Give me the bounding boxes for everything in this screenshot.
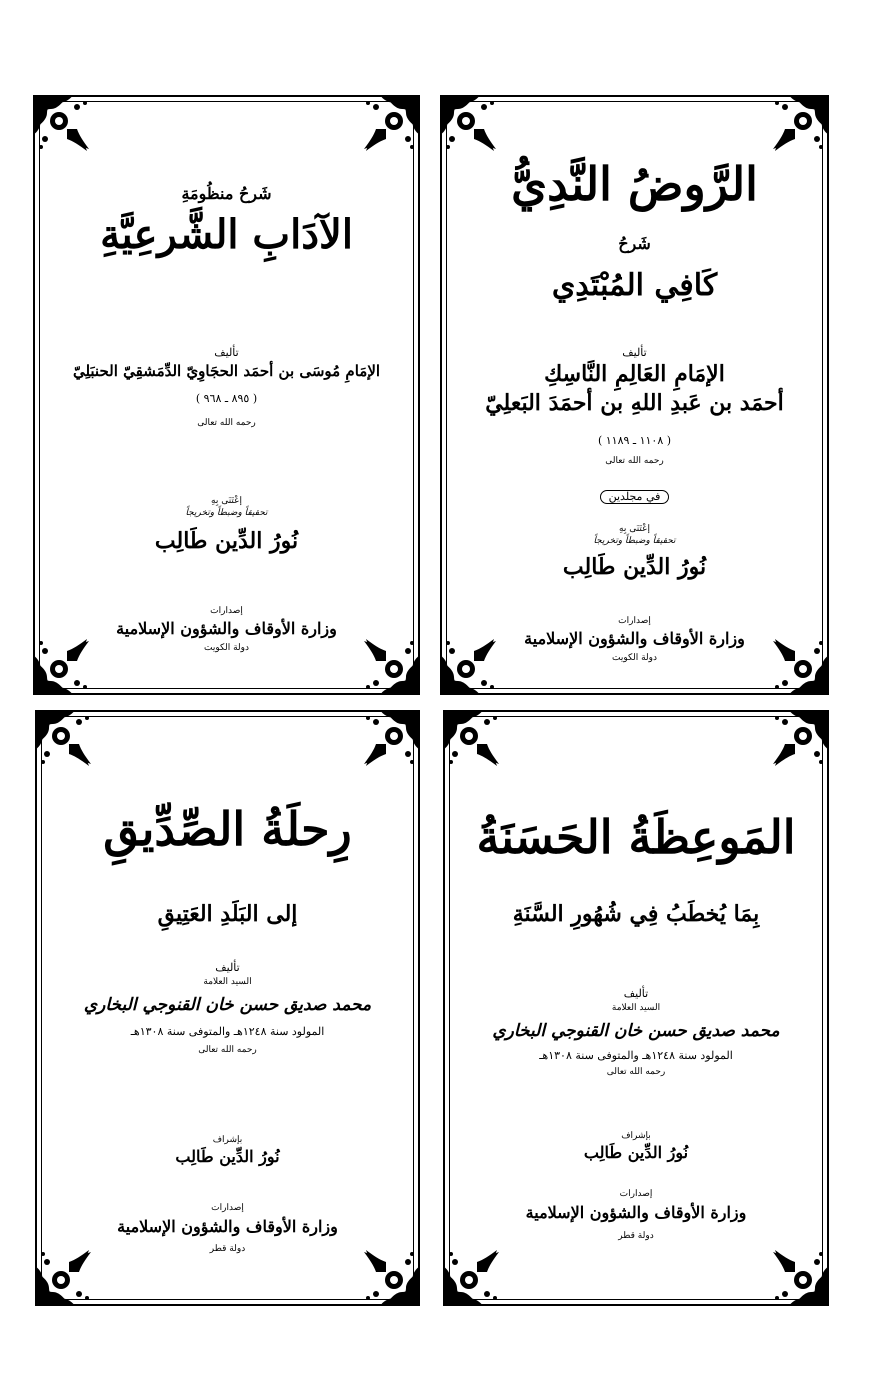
publisher-ministry: وزارة الأوقاف والشؤون الإسلامية: [116, 619, 337, 638]
author-name: الإمَامِ مُوسَى بن أحمَد الحجَاوِيّ الدِّمَشقِيّ الحنبَلِيّ: [72, 362, 381, 380]
publisher-ministry: وزارة الأوقاف والشؤون الإسلامية: [117, 1217, 338, 1236]
itana-label: إعْتَنَى بِهِ: [619, 524, 650, 534]
book-title: المَوعِظَةُ الحَسَنَةُ: [476, 810, 796, 864]
isdarat-label: إصدارات: [211, 1203, 244, 1213]
isdarat-label: إصدارات: [619, 1189, 653, 1199]
birth-death-dates: المولود سنة ١٢٤٨هـ والمتوفى سنة ١٣٠٨هـ: [539, 1049, 733, 1062]
taalif-label: تأليف: [622, 346, 647, 359]
editor-name: نُورُ الدِّين طَالِب: [175, 1147, 280, 1166]
tahqiq-label: تحقيقاً وضبطاً وتخريجاً: [185, 508, 268, 518]
book-subtitle: إلى البَلَدِ العَتِيقِ: [157, 901, 298, 927]
taalif-label: تأليف: [214, 346, 239, 359]
author-line-1: الإمَامِ العَالِمِ النَّاسِكِ: [544, 361, 725, 387]
sayyid-label: السيد العلامة: [611, 1003, 661, 1013]
editor-name: نُورُ الدِّين طَالِب: [154, 528, 299, 554]
editor-name: نُورُ الدِّين طَالِب: [562, 554, 707, 580]
pre-title: شَرحُ منظُومَةِ: [181, 184, 272, 203]
volumes-badge: في مجلدين: [600, 490, 670, 504]
sayyid-label: السيد العلامة: [203, 977, 252, 987]
rahimahu-label: رحمه الله تعالى: [606, 1067, 666, 1077]
book-title: الآدَابِ الشَّرعِيَّةِ: [100, 211, 353, 258]
ishraf-label: بإشراف: [212, 1135, 243, 1145]
ishraf-label: بإشراف: [621, 1131, 651, 1141]
author-line-2: أحمَد بن عَبدِ اللهِ بن أحمَدَ البَعلِيّ: [485, 390, 784, 416]
rahimahu-label: رحمه الله تعالى: [605, 456, 664, 466]
sharh-label: شَرحُ: [618, 234, 651, 253]
isdarat-label: إصدارات: [618, 616, 651, 626]
book-title: رِحلَةُ الصِّدِّيقِ: [103, 802, 352, 856]
taalif-label: تأليف: [215, 961, 240, 974]
author-dates: ( ١١٠٨ ـ ١١٨٩ ): [597, 434, 672, 447]
book-cover-al-mawiza-al-hasana: [443, 710, 829, 1306]
book-subtitle: كَافِي المُبْتَدِي: [551, 268, 718, 303]
rahimahu-label: رحمه الله تعالى: [197, 418, 256, 428]
publisher-country: دولة قطر: [618, 1231, 654, 1241]
book-title: الرَّوضُ النَّدِيُّ: [511, 157, 758, 211]
taalif-label: تأليف: [623, 987, 649, 1000]
publisher-country: دولة الكويت: [204, 643, 249, 653]
book-subtitle: بِمَا يُخطَبُ فِي شُهُورِ السَّنَةِ: [512, 901, 760, 927]
author-dates: ( ٨٩٥ ـ ٩٦٨ ): [195, 392, 258, 405]
author-name: محمد صديق حسن خان القنوجي البخاري: [492, 1021, 780, 1041]
publisher-ministry: وزارة الأوقاف والشؤون الإسلامية: [525, 1203, 747, 1222]
itana-label: إعْتَنَى بِهِ: [211, 496, 242, 506]
book-cover-al-adab-al-shariyya: [33, 95, 420, 695]
isdarat-label: إصدارات: [210, 606, 243, 616]
publisher-ministry: وزارة الأوقاف والشؤون الإسلامية: [524, 629, 745, 648]
book-cover-rihlat-al-siddiq: [35, 710, 420, 1306]
editor-name: نُورُ الدِّين طَالِب: [583, 1143, 689, 1162]
publisher-country: دولة قطر: [209, 1244, 246, 1254]
birth-death-dates: المولود سنة ١٢٤٨هـ والمتوفى سنة ١٣٠٨هـ: [130, 1025, 325, 1038]
rahimahu-label: رحمه الله تعالى: [198, 1045, 257, 1055]
publisher-country: دولة الكويت: [612, 653, 657, 663]
tahqiq-label: تحقيقاً وضبطاً وتخريجاً: [593, 536, 676, 546]
book-cover-rawd-al-nadi: [440, 95, 829, 695]
author-name: محمد صديق حسن خان القنوجي البخاري: [83, 995, 372, 1015]
